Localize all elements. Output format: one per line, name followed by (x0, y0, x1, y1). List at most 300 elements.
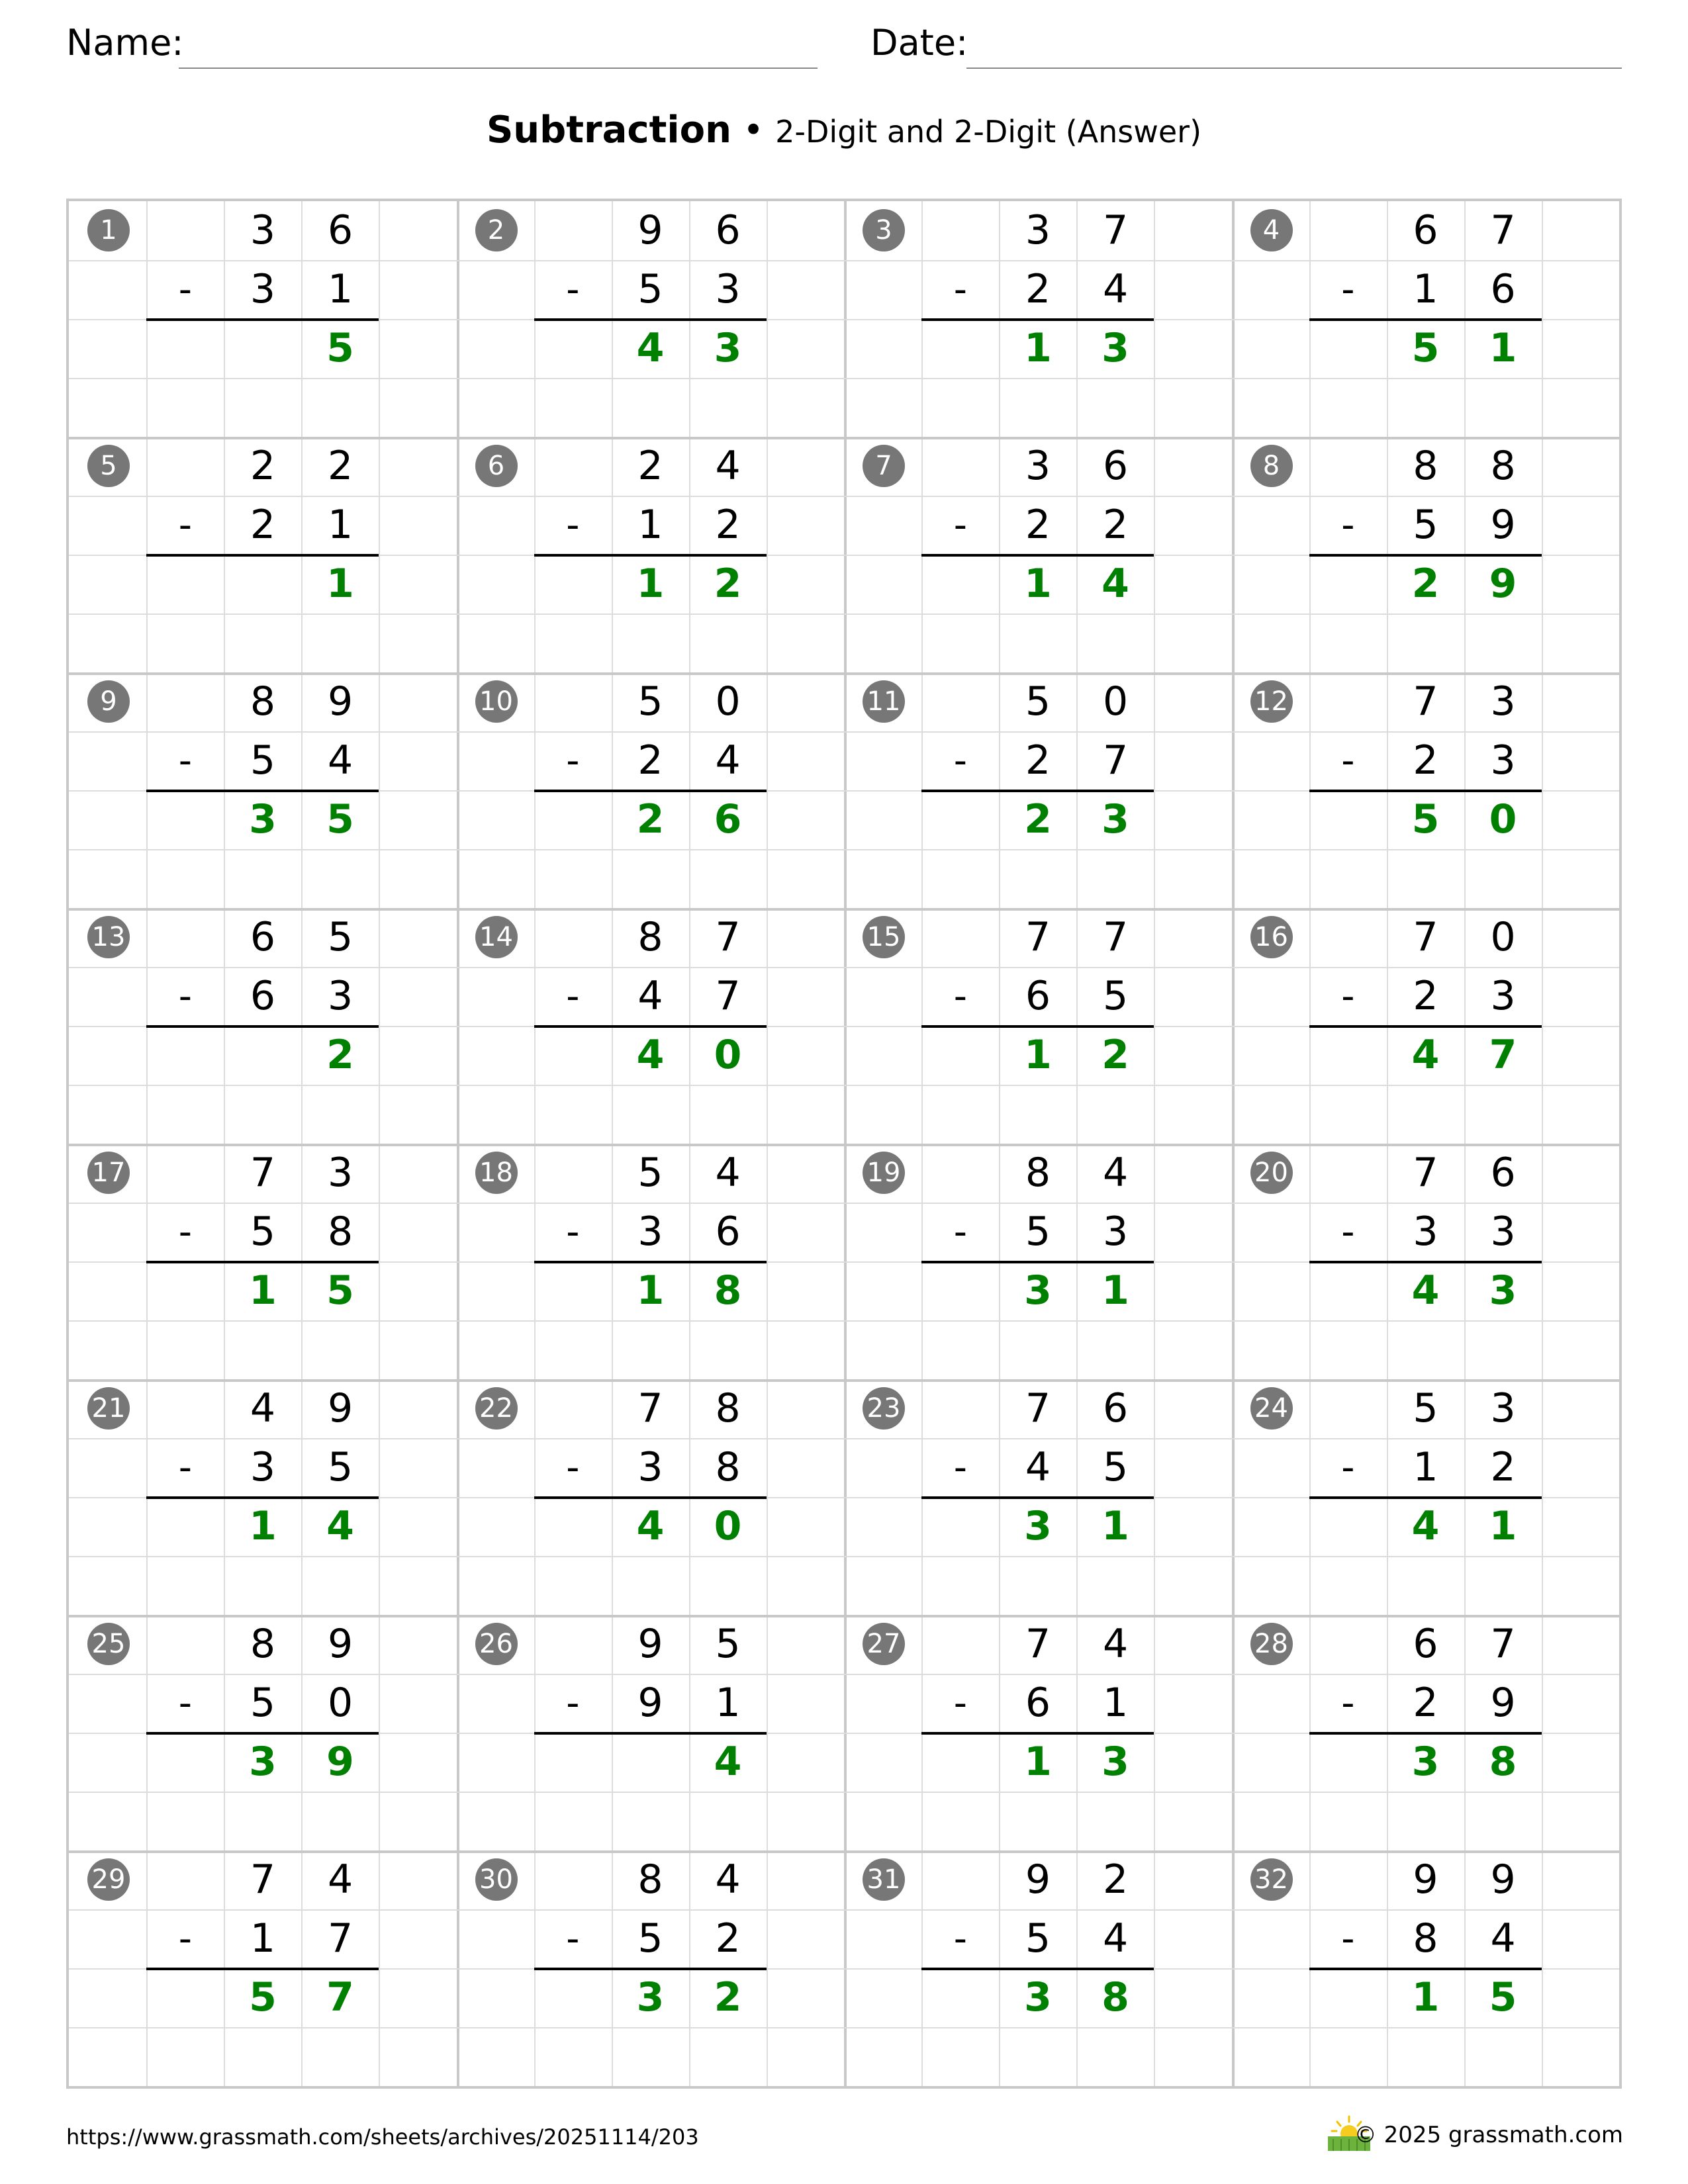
minuend-ones-digit: 3 (327, 1150, 353, 1196)
minus-sign: - (178, 1210, 192, 1253)
answer-ones-digit: 3 (1102, 796, 1129, 842)
answer-tens-digit: 5 (1411, 796, 1440, 842)
subtrahend-tens-digit: 5 (637, 1915, 663, 1962)
answer-ones-digit: 4 (714, 1739, 742, 1785)
problem-18 (457, 1144, 846, 1380)
minuend-tens-digit: 5 (1025, 678, 1051, 725)
subtrahend-ones-digit: 2 (715, 1915, 741, 1962)
problem-number-badge: 25 (87, 1623, 130, 1665)
minuend-ones-digit: 3 (1490, 1385, 1516, 1432)
subtrahend-tens-digit: 2 (1413, 737, 1438, 784)
answer-tens-digit: 1 (636, 561, 665, 607)
problem-8 (1232, 437, 1621, 673)
minus-sign: - (566, 975, 580, 1018)
answer-ones-digit: 0 (714, 1032, 742, 1078)
minus-sign: - (178, 268, 192, 311)
problem-28 (1232, 1615, 1621, 1851)
subtrahend-tens-digit: 5 (250, 737, 276, 784)
minuend-ones-digit: 7 (1490, 207, 1516, 253)
answer-ones-digit: 2 (326, 1032, 354, 1078)
problem-number-badge: 2 (475, 209, 518, 251)
answer-rule-line (534, 1025, 767, 1028)
minuend-ones-digit: 6 (327, 207, 353, 253)
minuend-ones-digit: 0 (1490, 914, 1516, 960)
problem-10 (457, 672, 846, 909)
problem-number-badge: 8 (1250, 445, 1293, 487)
problem-16 (1232, 908, 1621, 1144)
problem-number-badge: 20 (1250, 1152, 1293, 1194)
minuend-tens-digit: 5 (637, 1150, 663, 1196)
subtrahend-tens-digit: 4 (1025, 1444, 1051, 1490)
problem-14 (457, 908, 846, 1144)
minuend-ones-digit: 9 (1490, 1856, 1516, 1903)
subtrahend-tens-digit: 6 (250, 973, 276, 1019)
answer-ones-digit: 2 (1102, 1032, 1129, 1078)
subtrahend-ones-digit: 3 (1490, 973, 1516, 1019)
answer-ones-digit: 1 (1489, 325, 1517, 371)
name-line (179, 68, 818, 69)
problem-number-badge: 9 (87, 680, 130, 723)
answer-ones-digit: 3 (1489, 1267, 1517, 1314)
minuend-ones-digit: 9 (327, 1385, 353, 1432)
subtrahend-tens-digit: 6 (1025, 1680, 1051, 1726)
name-label: Name: (66, 22, 184, 64)
minuend-tens-digit: 3 (250, 207, 276, 253)
minus-sign: - (1341, 975, 1355, 1018)
problem-number-badge: 19 (863, 1152, 905, 1194)
problem-7 (844, 437, 1233, 673)
minuend-ones-digit: 0 (715, 678, 741, 725)
problem-number-badge: 22 (475, 1387, 518, 1430)
answer-rule-line (921, 1496, 1154, 1499)
answer-tens-digit: 1 (1024, 1032, 1052, 1078)
answer-tens-digit: 1 (249, 1267, 277, 1314)
subtrahend-ones-digit: 9 (1490, 502, 1516, 548)
answer-rule-line (146, 554, 379, 557)
answer-rule-line (534, 1261, 767, 1263)
subtrahend-tens-digit: 5 (1025, 1208, 1051, 1255)
subtrahend-ones-digit: 4 (1102, 1915, 1129, 1962)
subtrahend-ones-digit: 5 (327, 1444, 353, 1490)
minuend-ones-digit: 6 (715, 207, 741, 253)
minus-sign: - (566, 504, 580, 547)
minus-sign: - (178, 1682, 192, 1725)
problem-26 (457, 1615, 846, 1851)
answer-tens-digit: 3 (1024, 1503, 1052, 1549)
subtrahend-tens-digit: 2 (1025, 502, 1051, 548)
answer-tens-digit: 4 (1411, 1267, 1440, 1314)
problem-29 (69, 1850, 458, 2087)
problem-grid (66, 199, 1622, 2089)
problem-number-badge: 12 (1250, 680, 1293, 723)
minuend-ones-digit: 4 (715, 443, 741, 489)
problem-number-badge: 15 (863, 916, 905, 958)
subtrahend-tens-digit: 3 (250, 1444, 276, 1490)
problem-15 (844, 908, 1233, 1144)
minuend-ones-digit: 9 (327, 678, 353, 725)
subtrahend-ones-digit: 1 (327, 502, 353, 548)
minuend-tens-digit: 7 (1413, 914, 1438, 960)
subtrahend-tens-digit: 3 (1413, 1208, 1438, 1255)
problem-25 (69, 1615, 458, 1851)
problem-number-badge: 11 (863, 680, 905, 723)
problem-number-badge: 7 (863, 445, 905, 487)
answer-rule-line (1309, 790, 1542, 792)
minus-sign: - (566, 739, 580, 782)
answer-rule-line (534, 318, 767, 321)
minus-sign: - (953, 975, 967, 1018)
problem-number-badge: 26 (475, 1623, 518, 1665)
subtrahend-tens-digit: 4 (637, 973, 663, 1019)
minuend-tens-digit: 4 (250, 1385, 276, 1432)
answer-tens-digit: 2 (1024, 796, 1052, 842)
problem-2 (457, 201, 846, 437)
problem-11 (844, 672, 1233, 909)
minuend-ones-digit: 2 (327, 443, 353, 489)
subtrahend-ones-digit: 8 (715, 1444, 741, 1490)
subtrahend-tens-digit: 2 (1025, 266, 1051, 312)
subtrahend-tens-digit: 1 (1413, 1444, 1438, 1490)
subtrahend-tens-digit: 2 (1025, 737, 1051, 784)
answer-rule-line (1309, 1025, 1542, 1028)
answer-tens-digit: 5 (1411, 325, 1440, 371)
subtrahend-ones-digit: 6 (1490, 266, 1516, 312)
problem-number-badge: 18 (475, 1152, 518, 1194)
answer-ones-digit: 3 (1102, 325, 1129, 371)
subtrahend-tens-digit: 2 (1413, 1680, 1438, 1726)
minuend-ones-digit: 5 (715, 1621, 741, 1667)
answer-rule-line (146, 790, 379, 792)
answer-ones-digit: 9 (1489, 561, 1517, 607)
subtrahend-ones-digit: 3 (715, 266, 741, 312)
problem-23 (844, 1379, 1233, 1615)
problem-30 (457, 1850, 846, 2087)
subtrahend-tens-digit: 5 (1413, 502, 1438, 548)
problem-9 (69, 672, 458, 909)
title-subtitle: 2-Digit and 2-Digit (Answer) (775, 114, 1202, 150)
minus-sign: - (178, 739, 192, 782)
minus-sign: - (566, 1210, 580, 1253)
answer-rule-line (1309, 1732, 1542, 1735)
answer-tens-digit: 3 (1024, 1974, 1052, 2021)
minuend-tens-digit: 2 (637, 443, 663, 489)
minuend-tens-digit: 8 (250, 678, 276, 725)
problem-number-badge: 24 (1250, 1387, 1293, 1430)
minuend-ones-digit: 4 (1102, 1621, 1129, 1667)
minuend-tens-digit: 7 (637, 1385, 663, 1432)
minus-sign: - (1341, 1682, 1355, 1725)
answer-ones-digit: 1 (1102, 1503, 1129, 1549)
problem-27 (844, 1615, 1233, 1851)
minus-sign: - (1341, 1210, 1355, 1253)
answer-tens-digit: 4 (636, 325, 665, 371)
minuend-tens-digit: 8 (250, 1621, 276, 1667)
subtrahend-ones-digit: 1 (327, 266, 353, 312)
footer-url[interactable]: https://www.grassmath.com/sheets/archives/20251114/203 (66, 2124, 699, 2150)
minuend-ones-digit: 4 (327, 1856, 353, 1903)
answer-rule-line (146, 1732, 379, 1735)
answer-tens-digit: 1 (249, 1503, 277, 1549)
answer-ones-digit: 0 (1489, 796, 1517, 842)
subtrahend-ones-digit: 5 (1102, 973, 1129, 1019)
minus-sign: - (566, 1917, 580, 1960)
subtrahend-ones-digit: 2 (1490, 1444, 1516, 1490)
minus-sign: - (1341, 739, 1355, 782)
subtrahend-tens-digit: 1 (637, 502, 663, 548)
minuend-ones-digit: 0 (1102, 678, 1129, 725)
answer-rule-line (921, 1025, 1154, 1028)
minuend-ones-digit: 3 (1490, 678, 1516, 725)
problem-number-badge: 13 (87, 916, 130, 958)
minus-sign: - (178, 1446, 192, 1489)
answer-ones-digit: 4 (1102, 561, 1129, 607)
answer-rule-line (921, 790, 1154, 792)
answer-ones-digit: 8 (1489, 1739, 1517, 1785)
minuend-tens-digit: 8 (637, 914, 663, 960)
subtrahend-ones-digit: 2 (1102, 502, 1129, 548)
minuend-tens-digit: 9 (637, 207, 663, 253)
subtrahend-ones-digit: 7 (1102, 737, 1129, 784)
minuend-tens-digit: 7 (250, 1856, 276, 1903)
answer-rule-line (534, 1968, 767, 1970)
subtrahend-ones-digit: 5 (1102, 1444, 1129, 1490)
answer-rule-line (146, 1968, 379, 1970)
problem-3 (844, 201, 1233, 437)
problem-number-badge: 5 (87, 445, 130, 487)
minuend-ones-digit: 6 (1490, 1150, 1516, 1196)
subtrahend-ones-digit: 3 (1102, 1208, 1129, 1255)
subtrahend-ones-digit: 3 (1490, 1208, 1516, 1255)
minuend-ones-digit: 8 (715, 1385, 741, 1432)
minuend-tens-digit: 8 (637, 1856, 663, 1903)
answer-ones-digit: 5 (326, 325, 354, 371)
answer-ones-digit: 1 (1489, 1503, 1517, 1549)
answer-rule-line (534, 1732, 767, 1735)
minus-sign: - (1341, 1446, 1355, 1489)
minus-sign: - (953, 1210, 967, 1253)
answer-ones-digit: 9 (326, 1739, 354, 1785)
answer-tens-digit: 4 (636, 1503, 665, 1549)
minuend-tens-digit: 7 (1413, 678, 1438, 725)
minus-sign: - (566, 268, 580, 311)
answer-ones-digit: 0 (714, 1503, 742, 1549)
minus-sign: - (953, 504, 967, 547)
minuend-tens-digit: 9 (1025, 1856, 1051, 1903)
answer-ones-digit: 8 (714, 1267, 742, 1314)
minuend-tens-digit: 7 (1025, 1385, 1051, 1432)
answer-rule-line (534, 1496, 767, 1499)
subtrahend-tens-digit: 2 (1413, 973, 1438, 1019)
subtrahend-ones-digit: 0 (327, 1680, 353, 1726)
subtrahend-tens-digit: 1 (1413, 266, 1438, 312)
answer-tens-digit: 3 (1411, 1739, 1440, 1785)
problem-1 (69, 201, 458, 437)
answer-tens-digit: 3 (249, 796, 277, 842)
minuend-tens-digit: 8 (1413, 443, 1438, 489)
minus-sign: - (953, 268, 967, 311)
subtrahend-ones-digit: 9 (1490, 1680, 1516, 1726)
name-field[interactable] (66, 22, 818, 71)
minuend-ones-digit: 8 (1490, 443, 1516, 489)
date-line (966, 68, 1622, 69)
problem-number-badge: 31 (863, 1858, 905, 1901)
answer-rule-line (921, 318, 1154, 321)
minus-sign: - (953, 1682, 967, 1725)
minuend-tens-digit: 7 (1413, 1150, 1438, 1196)
minus-sign: - (1341, 504, 1355, 547)
problem-number-badge: 29 (87, 1858, 130, 1901)
subtrahend-tens-digit: 5 (1025, 1915, 1051, 1962)
subtrahend-ones-digit: 7 (715, 973, 741, 1019)
answer-tens-digit: 2 (636, 796, 665, 842)
answer-tens-digit: 1 (1411, 1974, 1440, 2021)
problem-5 (69, 437, 458, 673)
minus-sign: - (953, 1917, 967, 1960)
answer-tens-digit: 4 (1411, 1032, 1440, 1078)
subtrahend-tens-digit: 3 (250, 266, 276, 312)
answer-tens-digit: 1 (1024, 1739, 1052, 1785)
answer-tens-digit: 2 (1411, 561, 1440, 607)
answer-rule-line (1309, 554, 1542, 557)
answer-tens-digit: 4 (636, 1032, 665, 1078)
answer-rule-line (534, 554, 767, 557)
problem-20 (1232, 1144, 1621, 1380)
problem-6 (457, 437, 846, 673)
subtrahend-ones-digit: 8 (327, 1208, 353, 1255)
title-separator: • (731, 109, 776, 151)
answer-ones-digit: 5 (326, 796, 354, 842)
answer-ones-digit: 7 (1489, 1032, 1517, 1078)
minuend-tens-digit: 6 (1413, 207, 1438, 253)
problem-22 (457, 1379, 846, 1615)
problem-number-badge: 14 (475, 916, 518, 958)
minus-sign: - (178, 1917, 192, 1960)
problem-number-badge: 1 (87, 209, 130, 251)
problem-13 (69, 908, 458, 1144)
problem-19 (844, 1144, 1233, 1380)
footer-copyright: © 2025 grassmath.com (1354, 2122, 1623, 2148)
subtrahend-tens-digit: 5 (250, 1208, 276, 1255)
problem-number-badge: 10 (475, 680, 518, 723)
date-field[interactable] (870, 22, 1622, 71)
problem-number-badge: 27 (863, 1623, 905, 1665)
minuend-ones-digit: 4 (1102, 1150, 1129, 1196)
problem-number-badge: 16 (1250, 916, 1293, 958)
minuend-tens-digit: 9 (1413, 1856, 1438, 1903)
subtrahend-tens-digit: 5 (250, 1680, 276, 1726)
worksheet-title (0, 107, 1688, 155)
problem-number-badge: 30 (475, 1858, 518, 1901)
minuend-tens-digit: 6 (1413, 1621, 1438, 1667)
answer-rule-line (921, 554, 1154, 557)
problem-12 (1232, 672, 1621, 909)
answer-ones-digit: 2 (714, 1974, 742, 2021)
minuend-ones-digit: 5 (327, 914, 353, 960)
answer-rule-line (921, 1968, 1154, 1970)
minus-sign: - (566, 1446, 580, 1489)
subtrahend-ones-digit: 7 (327, 1915, 353, 1962)
problem-number-badge: 3 (863, 209, 905, 251)
minuend-tens-digit: 5 (1413, 1385, 1438, 1432)
subtrahend-tens-digit: 1 (250, 1915, 276, 1962)
minuend-tens-digit: 6 (250, 914, 276, 960)
answer-rule-line (146, 1025, 379, 1028)
minuend-tens-digit: 3 (1025, 443, 1051, 489)
problem-number-badge: 6 (475, 445, 518, 487)
subtrahend-tens-digit: 2 (250, 502, 276, 548)
subtrahend-tens-digit: 5 (637, 266, 663, 312)
answer-rule-line (146, 1261, 379, 1263)
answer-tens-digit: 1 (1024, 561, 1052, 607)
answer-ones-digit: 3 (1102, 1739, 1129, 1785)
minuend-tens-digit: 7 (1025, 914, 1051, 960)
answer-rule-line (1309, 1496, 1542, 1499)
subtrahend-ones-digit: 1 (715, 1680, 741, 1726)
subtrahend-ones-digit: 4 (327, 737, 353, 784)
minuend-tens-digit: 5 (637, 678, 663, 725)
subtrahend-ones-digit: 3 (1490, 737, 1516, 784)
answer-ones-digit: 3 (714, 325, 742, 371)
answer-ones-digit: 4 (326, 1503, 354, 1549)
answer-tens-digit: 1 (1024, 325, 1052, 371)
minuend-ones-digit: 7 (1490, 1621, 1516, 1667)
minuend-tens-digit: 9 (637, 1621, 663, 1667)
minus-sign: - (1341, 1917, 1355, 1960)
answer-ones-digit: 7 (326, 1974, 354, 2021)
minuend-ones-digit: 7 (715, 914, 741, 960)
minuend-tens-digit: 7 (250, 1150, 276, 1196)
subtrahend-tens-digit: 2 (637, 737, 663, 784)
minuend-ones-digit: 6 (1102, 443, 1129, 489)
answer-tens-digit: 3 (1024, 1267, 1052, 1314)
answer-tens-digit: 5 (249, 1974, 277, 2021)
title-main: Subtraction (486, 109, 731, 152)
minus-sign: - (178, 504, 192, 547)
answer-ones-digit: 2 (714, 561, 742, 607)
subtrahend-ones-digit: 6 (715, 1208, 741, 1255)
answer-rule-line (921, 1732, 1154, 1735)
minuend-tens-digit: 8 (1025, 1150, 1051, 1196)
answer-rule-line (1309, 1261, 1542, 1263)
subtrahend-ones-digit: 4 (715, 737, 741, 784)
problem-number-badge: 28 (1250, 1623, 1293, 1665)
problem-24 (1232, 1379, 1621, 1615)
answer-rule-line (534, 790, 767, 792)
problem-32 (1232, 1850, 1621, 2087)
problem-number-badge: 17 (87, 1152, 130, 1194)
answer-ones-digit: 5 (326, 1267, 354, 1314)
minus-sign: - (1341, 268, 1355, 311)
answer-rule-line (146, 318, 379, 321)
subtrahend-tens-digit: 8 (1413, 1915, 1438, 1962)
subtrahend-tens-digit: 3 (637, 1208, 663, 1255)
minuend-ones-digit: 4 (715, 1856, 741, 1903)
subtrahend-ones-digit: 4 (1102, 266, 1129, 312)
answer-ones-digit: 1 (326, 561, 354, 607)
problem-17 (69, 1144, 458, 1380)
date-label: Date: (870, 22, 968, 64)
problem-4 (1232, 201, 1621, 437)
subtrahend-tens-digit: 3 (637, 1444, 663, 1490)
minus-sign: - (178, 975, 192, 1018)
subtrahend-ones-digit: 1 (1102, 1680, 1129, 1726)
problem-number-badge: 23 (863, 1387, 905, 1430)
minuend-ones-digit: 7 (1102, 914, 1129, 960)
answer-rule-line (921, 1261, 1154, 1263)
answer-rule-line (1309, 318, 1542, 321)
minuend-tens-digit: 3 (1025, 207, 1051, 253)
minuend-ones-digit: 7 (1102, 207, 1129, 253)
